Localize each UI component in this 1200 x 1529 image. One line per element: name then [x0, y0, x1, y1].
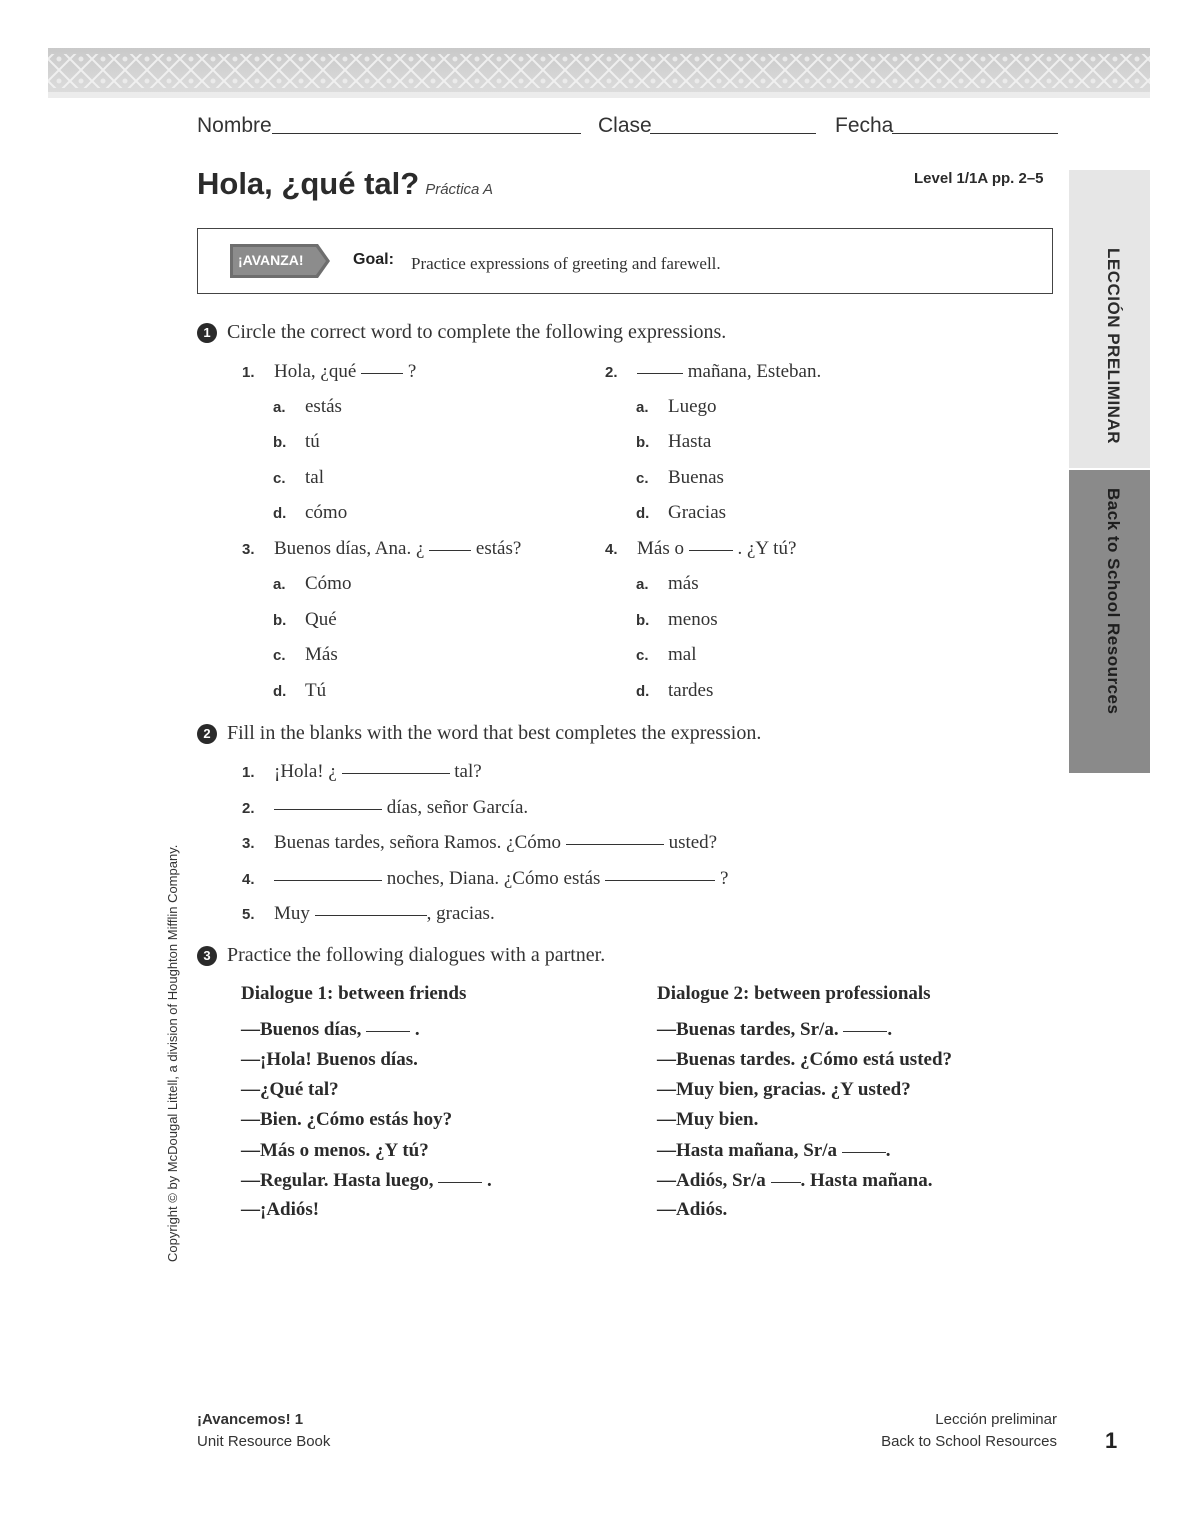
s1-question-1: [242, 361, 416, 383]
dialogue-1-line: —¡Hola! Buenos días.: [241, 1049, 418, 1070]
section-2-heading: [197, 722, 761, 745]
dialogue-2-line: [657, 1140, 891, 1162]
fill-blank[interactable]: [342, 772, 450, 774]
dialogue-2-line: [657, 1170, 932, 1192]
s2-item-2: [242, 797, 528, 819]
s1-q1-option-b[interactable]: [273, 431, 320, 453]
section-2-number: 2: [197, 724, 217, 744]
goal-box: [197, 228, 1053, 294]
s1-q1-option-a[interactable]: [273, 396, 342, 418]
title-subtitle: Práctica A: [425, 181, 493, 198]
option-text: Cómo: [305, 573, 352, 594]
goal-label: Goal:: [353, 251, 394, 268]
option-text: menos: [668, 609, 718, 630]
avanza-badge-text: ¡AVANZA!: [238, 252, 304, 268]
option-text: Gracias: [668, 502, 727, 523]
option-text: tal: [305, 467, 324, 488]
decorative-banner: [48, 48, 1150, 98]
item-text: ?: [719, 868, 729, 889]
s1-question-4: [605, 538, 796, 560]
date-field[interactable]: [892, 133, 1058, 134]
question-text: ?: [407, 361, 417, 382]
option-text: Más: [305, 644, 338, 665]
option-text: Luego: [668, 396, 717, 417]
fill-blank[interactable]: [842, 1151, 886, 1153]
dialogue-2-line: [657, 1019, 892, 1041]
answer-blank[interactable]: [429, 549, 471, 551]
dialogue-text: —Adiós, Sr/a: [657, 1170, 766, 1191]
s2-item-1: [242, 761, 482, 783]
page-title: [197, 166, 493, 202]
option-letter: c.: [273, 470, 286, 487]
date-label: Fecha: [835, 114, 894, 137]
s2-item-3: [242, 832, 717, 854]
section-1-number: 1: [197, 323, 217, 343]
option-letter: d.: [636, 505, 650, 522]
option-letter: a.: [273, 576, 286, 593]
s1-q2-option-a[interactable]: [636, 396, 717, 418]
fill-blank[interactable]: [315, 914, 427, 916]
fill-blank[interactable]: [771, 1181, 801, 1183]
question-text: mañana, Esteban.: [687, 361, 822, 382]
item-text: , gracias.: [426, 903, 495, 924]
option-text: Hasta: [668, 431, 712, 452]
section-3-heading: [197, 944, 605, 967]
option-letter: d.: [273, 505, 287, 522]
fill-blank[interactable]: [366, 1030, 410, 1032]
dialogue-text: . Hasta mañana.: [800, 1170, 933, 1191]
option-letter: b.: [636, 434, 650, 451]
s1-question-3: [242, 538, 521, 560]
option-letter: a.: [636, 576, 649, 593]
s1-q3-option-d[interactable]: [273, 680, 326, 702]
option-text: tú: [305, 431, 320, 452]
s1-q1-option-d[interactable]: [273, 502, 347, 524]
s1-q4-option-c[interactable]: [636, 644, 697, 666]
option-text: tardes: [668, 680, 714, 701]
side-tab-resources-label: Back to School Resources: [1104, 488, 1123, 715]
dialogue-text: .: [887, 1019, 893, 1040]
dialogue-text: .: [486, 1170, 492, 1191]
dialogue-2-line: —Buenas tardes. ¿Cómo está usted?: [657, 1049, 953, 1070]
s1-q3-option-c[interactable]: [273, 644, 338, 666]
dialogue-text: —Regular. Hasta luego,: [241, 1170, 434, 1191]
option-text: Buenas: [668, 467, 724, 488]
dialogue-2-title: Dialogue 2: between professionals: [657, 983, 931, 1004]
item-text: tal?: [454, 761, 482, 782]
item-number: 4.: [242, 871, 255, 888]
goal-text: Practice expressions of greeting and farewell.: [411, 254, 721, 273]
s1-q2-option-d[interactable]: [636, 502, 726, 524]
dialogue-text: .: [885, 1140, 891, 1161]
s1-question-2: [605, 361, 821, 383]
class-field[interactable]: [650, 133, 816, 134]
dialogue-2-line: —Adiós.: [657, 1199, 728, 1220]
dialogue-text: —Buenas tardes, Sr/a.: [657, 1019, 839, 1040]
page-number: 1: [1105, 1428, 1118, 1453]
option-text: mal: [668, 644, 697, 665]
option-letter: c.: [636, 647, 649, 664]
item-text: usted?: [668, 832, 718, 853]
question-number: 2.: [605, 364, 618, 381]
footer-book-subtitle: Unit Resource Book: [197, 1433, 331, 1450]
item-number: 2.: [242, 800, 255, 817]
item-number: 5.: [242, 906, 255, 923]
name-label: Nombre: [197, 114, 272, 137]
dialogue-1-line: —¿Qué tal?: [241, 1079, 339, 1100]
question-text: . ¿Y tú?: [737, 538, 797, 559]
side-tab-resources: [1069, 470, 1150, 773]
item-number: 3.: [242, 835, 255, 852]
option-text: Qué: [305, 609, 337, 630]
answer-blank[interactable]: [689, 549, 733, 551]
item-text: ¡Hola! ¿: [274, 761, 337, 782]
dialogue-2-line: —Muy bien.: [657, 1109, 759, 1130]
dialogue-2-line: —Muy bien, gracias. ¿Y usted?: [657, 1079, 911, 1100]
copyright-notice: Copyright © by McDougal Littell, a division of Houghton Mifflin Company.: [165, 844, 180, 1262]
s2-item-5: [242, 903, 495, 925]
s1-q4-option-b[interactable]: [636, 609, 718, 631]
s1-q3-option-b[interactable]: [273, 609, 337, 631]
name-field[interactable]: [272, 133, 581, 134]
footer-book-title: ¡Avancemos! 1: [197, 1411, 304, 1428]
question-text: estás?: [475, 538, 522, 559]
question-number: 3.: [242, 541, 255, 558]
s1-q2-option-b[interactable]: [636, 431, 711, 453]
question-number: 4.: [605, 541, 618, 558]
option-letter: b.: [636, 612, 650, 629]
section-3-number: 3: [197, 946, 217, 966]
answer-blank[interactable]: [637, 372, 683, 374]
option-letter: d.: [636, 683, 650, 700]
item-text: noches, Diana. ¿Cómo estás: [386, 868, 601, 889]
item-text: Muy: [274, 903, 310, 924]
section-1-heading: [197, 321, 726, 344]
footer-resources: Back to School Resources: [881, 1433, 1057, 1450]
footer-lesson: Lección preliminar: [935, 1411, 1057, 1428]
dialogue-1-line: —Bien. ¿Cómo estás hoy?: [241, 1109, 453, 1130]
option-letter: c.: [636, 470, 649, 487]
question-text: Buenos días, Ana. ¿: [274, 538, 425, 559]
s1-q4-option-d[interactable]: [636, 680, 713, 702]
class-label: Clase: [598, 114, 652, 137]
s1-q3-option-a[interactable]: [273, 573, 351, 595]
dialogue-1-line: [241, 1019, 420, 1041]
fill-blank[interactable]: [605, 879, 715, 881]
option-text: Tú: [305, 680, 327, 701]
section-3-instruction: Practice the following dialogues with a partner.: [227, 944, 606, 966]
question-text: Hola, ¿qué: [274, 361, 357, 382]
question-number: 1.: [242, 364, 255, 381]
option-text: cómo: [305, 502, 348, 523]
s2-item-4: [242, 868, 728, 890]
fill-blank[interactable]: [274, 808, 382, 810]
option-text: estás: [305, 396, 342, 417]
option-letter: b.: [273, 434, 287, 451]
option-text: más: [668, 573, 699, 594]
fill-blank[interactable]: [438, 1181, 482, 1183]
fill-blank[interactable]: [843, 1030, 887, 1032]
side-tab-leccion-label: LECCIÓN PRELIMINAR: [1104, 248, 1123, 444]
item-text: días, señor García.: [386, 797, 529, 818]
dialogue-1-line: [241, 1170, 492, 1192]
option-letter: c.: [273, 647, 286, 664]
dialogue-1-line: —Más o menos. ¿Y tú?: [241, 1140, 429, 1161]
option-letter: d.: [273, 683, 287, 700]
section-1-instruction: Circle the correct word to complete the following expressions.: [227, 321, 727, 343]
s1-q4-option-a[interactable]: [636, 573, 699, 595]
option-letter: a.: [273, 399, 286, 416]
option-letter: b.: [273, 612, 287, 629]
item-number: 1.: [242, 764, 255, 781]
dialogue-text: .: [414, 1019, 420, 1040]
option-letter: a.: [636, 399, 649, 416]
dialogue-1-line: —¡Adiós!: [241, 1199, 320, 1220]
s1-q2-option-c[interactable]: [636, 467, 724, 489]
dialogue-1-title: Dialogue 1: between friends: [241, 983, 467, 1004]
answer-blank[interactable]: [361, 372, 403, 374]
title-text: Hola, ¿qué tal?: [197, 166, 420, 201]
section-2-instruction: Fill in the blanks with the word that best completes the expression.: [227, 722, 762, 744]
fill-blank[interactable]: [566, 843, 664, 845]
dialogue-text: —Buenos días,: [241, 1019, 362, 1040]
dialogue-text: —Hasta mañana, Sr/a: [657, 1140, 837, 1161]
s1-q1-option-c[interactable]: [273, 467, 324, 489]
question-text: Más o: [637, 538, 684, 559]
item-text: Buenas tardes, señora Ramos. ¿Cómo: [274, 832, 562, 853]
level-reference: Level 1/1A pp. 2–5: [914, 170, 1044, 187]
side-tab-leccion: [1069, 170, 1150, 468]
fill-blank[interactable]: [274, 879, 382, 881]
